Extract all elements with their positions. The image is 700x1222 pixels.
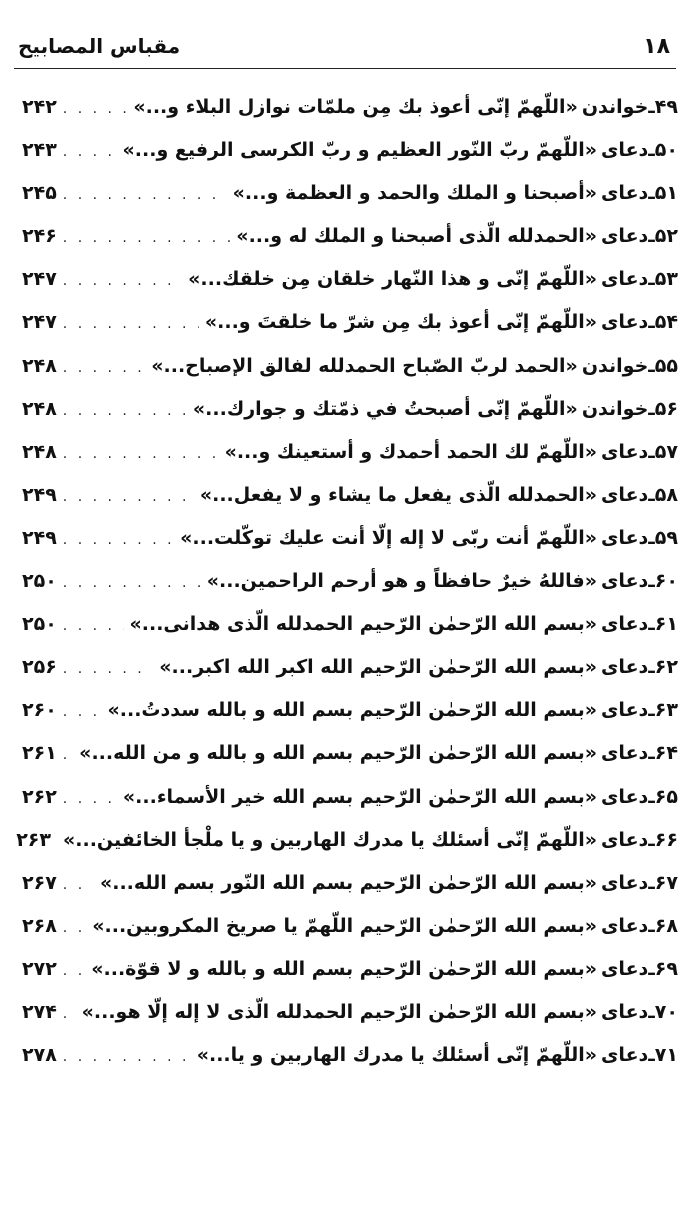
entry-title: «بسم الله الرّحمٰن الرّحیم الحمدلله الّذی لا إله إلّا هو...» — [81, 1000, 598, 1023]
toc-entry — [22, 560, 678, 603]
toc-entry — [22, 431, 678, 474]
entry-page-number: ۲۴۹ — [22, 526, 57, 549]
entry-kind: دعای — [601, 526, 649, 549]
entry-number: ۷۰ـ — [648, 1000, 678, 1023]
toc-entry — [22, 991, 678, 1034]
toc-entry — [22, 258, 678, 301]
toc-entry — [22, 172, 678, 215]
entry-title: «بسم الله الرّحمٰن الرّحیم بسم الله و بالله سددتُ...» — [107, 699, 598, 722]
entry-page-number: ۲۵۰ — [22, 613, 57, 636]
dot-leader — [63, 993, 76, 1036]
entry-page-number: ۲۷۸ — [22, 1044, 57, 1067]
dot-leader — [63, 691, 102, 734]
toc-entry — [22, 301, 678, 344]
toc-entry — [22, 776, 678, 819]
entry-title: «اللّهمّ إنّی أصبحتُ في ذمّتك و جوارك...» — [192, 397, 578, 420]
toc-entry — [16, 819, 678, 862]
dot-leader — [63, 734, 73, 777]
entry-kind: خواندن — [581, 397, 649, 420]
dot-leader — [63, 303, 199, 346]
dot-leader — [63, 260, 182, 303]
entry-title: «بسم الله الرّحمٰن الرّحیم الحمدلله الّذی هدانی...» — [129, 613, 598, 636]
toc-entry — [22, 129, 678, 172]
entry-title: «بسم الله الرّحمٰن الرّحیم بسم الله خیر الأسماء...» — [122, 785, 598, 808]
dot-leader — [63, 1036, 191, 1079]
table-of-contents — [16, 86, 678, 1077]
entry-number: ۶۹ـ — [648, 957, 678, 980]
entry-kind: دعای — [601, 871, 649, 894]
entry-kind: دعای — [601, 311, 649, 334]
toc-entry — [22, 1034, 678, 1077]
entry-kind: دعای — [601, 957, 649, 980]
entry-title: «الحمدلله الّذی أصبحنا و الملك له و...» — [236, 225, 598, 248]
entry-kind: دعای — [601, 1000, 649, 1023]
dot-leader — [63, 476, 194, 519]
entry-number: ۵۶ـ — [648, 397, 678, 420]
entry-page-number: ۲۶۳ — [16, 828, 51, 851]
entry-number: ۵۳ـ — [648, 268, 678, 291]
entry-page-number: ۲۷۴ — [22, 1000, 57, 1023]
entry-title: «اللّهمّ ربّ النّور العظیم و ربّ الکرسی الرفیع و...» — [122, 139, 598, 162]
dot-leader — [63, 648, 153, 691]
entry-page-number: ۲۴۸ — [22, 354, 57, 377]
entry-number: ۵۹ـ — [648, 526, 678, 549]
entry-page-number: ۲۵۰ — [22, 570, 57, 593]
entry-title: «بسم الله الرّحمٰن الرّحیم بسم الله النّور بسم الله...» — [99, 871, 598, 894]
toc-entry — [22, 689, 678, 732]
entry-page-number: ۲۴۳ — [22, 139, 57, 162]
dot-leader — [63, 950, 85, 993]
entry-page-number: ۲۶۰ — [22, 699, 57, 722]
entry-title: «بسم الله الرّحمٰن الرّحیم اللّهمّ یا صریخ المکروبین...» — [92, 914, 598, 937]
entry-title: «اللّهمّ إنّی و هذا النّهار خلقان مِن خلقك...» — [188, 268, 598, 291]
entry-number: ۵۵ـ — [648, 354, 678, 377]
entry-page-number: ۲۶۸ — [22, 914, 57, 937]
entry-kind: دعای — [601, 483, 649, 506]
toc-entry — [22, 905, 678, 948]
entry-number: ۷۱ـ — [648, 1044, 678, 1067]
entry-kind: دعای — [601, 182, 649, 205]
entry-number: ۵۷ـ — [648, 440, 678, 463]
entry-title: «اللّهمّ إنّی أعوذ بك مِن شرّ ما خلقتَ و...» — [204, 311, 598, 334]
entry-kind: دعای — [601, 225, 649, 248]
entry-kind: دعای — [601, 1044, 649, 1067]
dot-leader — [63, 88, 128, 131]
dot-leader — [63, 347, 145, 390]
toc-entry — [22, 474, 678, 517]
toc-entry — [22, 215, 678, 258]
page-number: ۱۸ — [643, 34, 670, 59]
entry-kind: دعای — [601, 570, 649, 593]
dot-leader — [63, 390, 187, 433]
entry-kind: خواندن — [581, 96, 649, 118]
entry-kind: دعای — [601, 785, 649, 808]
toc-entry — [22, 948, 678, 991]
entry-number: ۵۴ـ — [648, 311, 678, 334]
entry-number: ۵۸ـ — [648, 483, 678, 506]
entry-kind: دعای — [601, 268, 649, 291]
entry-kind: دعای — [601, 440, 649, 463]
dot-leader — [63, 907, 86, 950]
dot-leader — [63, 519, 174, 562]
entry-page-number: ۲۶۲ — [22, 785, 57, 808]
entry-number: ۴۹ـ — [648, 96, 678, 118]
entry-number: ۶۸ـ — [648, 914, 678, 937]
entry-kind: دعای — [601, 914, 649, 937]
entry-kind: دعای — [601, 742, 649, 765]
entry-title: «اللّهمّ إنّی أسئلك یا مدرك الهاربین و یا ملْجأ الخائفین...» — [62, 828, 598, 851]
entry-number: ۵۰ـ — [648, 139, 678, 162]
dot-leader — [63, 864, 94, 907]
dot-leader — [63, 605, 124, 648]
entry-title: «بسم الله الرّحمٰن الرّحیم بسم الله و بالله و لا قوّة...» — [91, 957, 598, 980]
dot-leader — [63, 174, 227, 217]
entry-title: «بسم الله الرّحمٰن الرّحیم بسم الله و بالله و من الله...» — [79, 742, 598, 765]
entry-title: «أصبحنا و الملك والحمد و العظمة و...» — [232, 182, 598, 205]
toc-entry — [22, 603, 678, 646]
entry-page-number: ۲۴۷ — [22, 311, 57, 334]
dot-leader — [63, 217, 231, 260]
dot-leader — [63, 131, 117, 174]
entry-number: ۶۰ـ — [648, 570, 678, 593]
entry-number: ۵۱ـ — [648, 182, 678, 205]
entry-number: ۶۷ـ — [648, 871, 678, 894]
entry-title: «اللّهمّ أنت ربّی لا إله إلّا أنت علیك توکّلت...» — [180, 526, 598, 549]
entry-number: ۶۱ـ — [648, 613, 678, 636]
page-header — [14, 28, 676, 69]
entry-number: ۶۶ـ — [648, 828, 678, 851]
entry-page-number: ۲۴۵ — [22, 182, 57, 205]
entry-title: «اللّهمّ إنّی أعوذ بك مِن ملمّات نوازل البلاء و...» — [133, 96, 578, 118]
entry-title: «بسم الله الرّحمٰن الرّحیم الله اکبر الله اکبر...» — [159, 656, 598, 679]
entry-number: ۶۴ـ — [648, 742, 678, 765]
entry-page-number: ۲۶۷ — [22, 871, 57, 894]
entry-page-number: ۲۴۸ — [22, 397, 57, 420]
entry-kind: دعای — [601, 139, 649, 162]
entry-page-number: ۲۴۲ — [22, 96, 57, 118]
entry-kind: دعای — [601, 699, 649, 722]
entry-page-number: ۲۴۷ — [22, 268, 57, 291]
entry-number: ۶۲ـ — [648, 656, 678, 679]
entry-title: «فاللهُ خیرٌ حافظاً و هو أرحم الراحمین...» — [206, 570, 598, 593]
entry-kind: دعای — [601, 828, 649, 851]
toc-entry — [22, 388, 678, 431]
entry-kind: دعای — [601, 613, 649, 636]
dot-leader — [63, 778, 117, 821]
toc-entry — [22, 732, 678, 775]
entry-page-number: ۲۵۶ — [22, 656, 57, 679]
toc-entry — [22, 646, 678, 689]
toc-entry — [22, 345, 678, 388]
entry-page-number: ۲۷۲ — [22, 957, 57, 980]
book-title: مقباس المصابیح — [18, 34, 181, 58]
entry-kind: خواندن — [581, 354, 649, 377]
toc-entry — [22, 86, 678, 129]
dot-leader — [63, 562, 201, 605]
entry-title: «اللّهمّ إنّی أسئلك یا مدرك الهاربین و یا...» — [196, 1044, 598, 1067]
entry-number: ۶۳ـ — [648, 699, 678, 722]
entry-number: ۵۲ـ — [648, 225, 678, 248]
entry-title: «الحمدلله الّذی یفعل ما یشاء و لا یفعل...» — [199, 483, 598, 506]
entry-number: ۶۵ـ — [648, 785, 678, 808]
entry-page-number: ۲۴۸ — [22, 440, 57, 463]
entry-kind: دعای — [601, 656, 649, 679]
entry-title: «اللّهمّ لك الحمد أحمدك و أستعينك و...» — [224, 440, 598, 463]
entry-title: «الحمد لربّ الصّباح الحمدلله لفالق الإصباح...» — [151, 354, 578, 377]
entry-page-number: ۲۶۱ — [22, 742, 57, 765]
entry-page-number: ۲۴۶ — [22, 225, 57, 248]
toc-entry — [22, 517, 678, 560]
dot-leader — [63, 433, 219, 476]
toc-entry — [22, 862, 678, 905]
entry-page-number: ۲۴۹ — [22, 483, 57, 506]
